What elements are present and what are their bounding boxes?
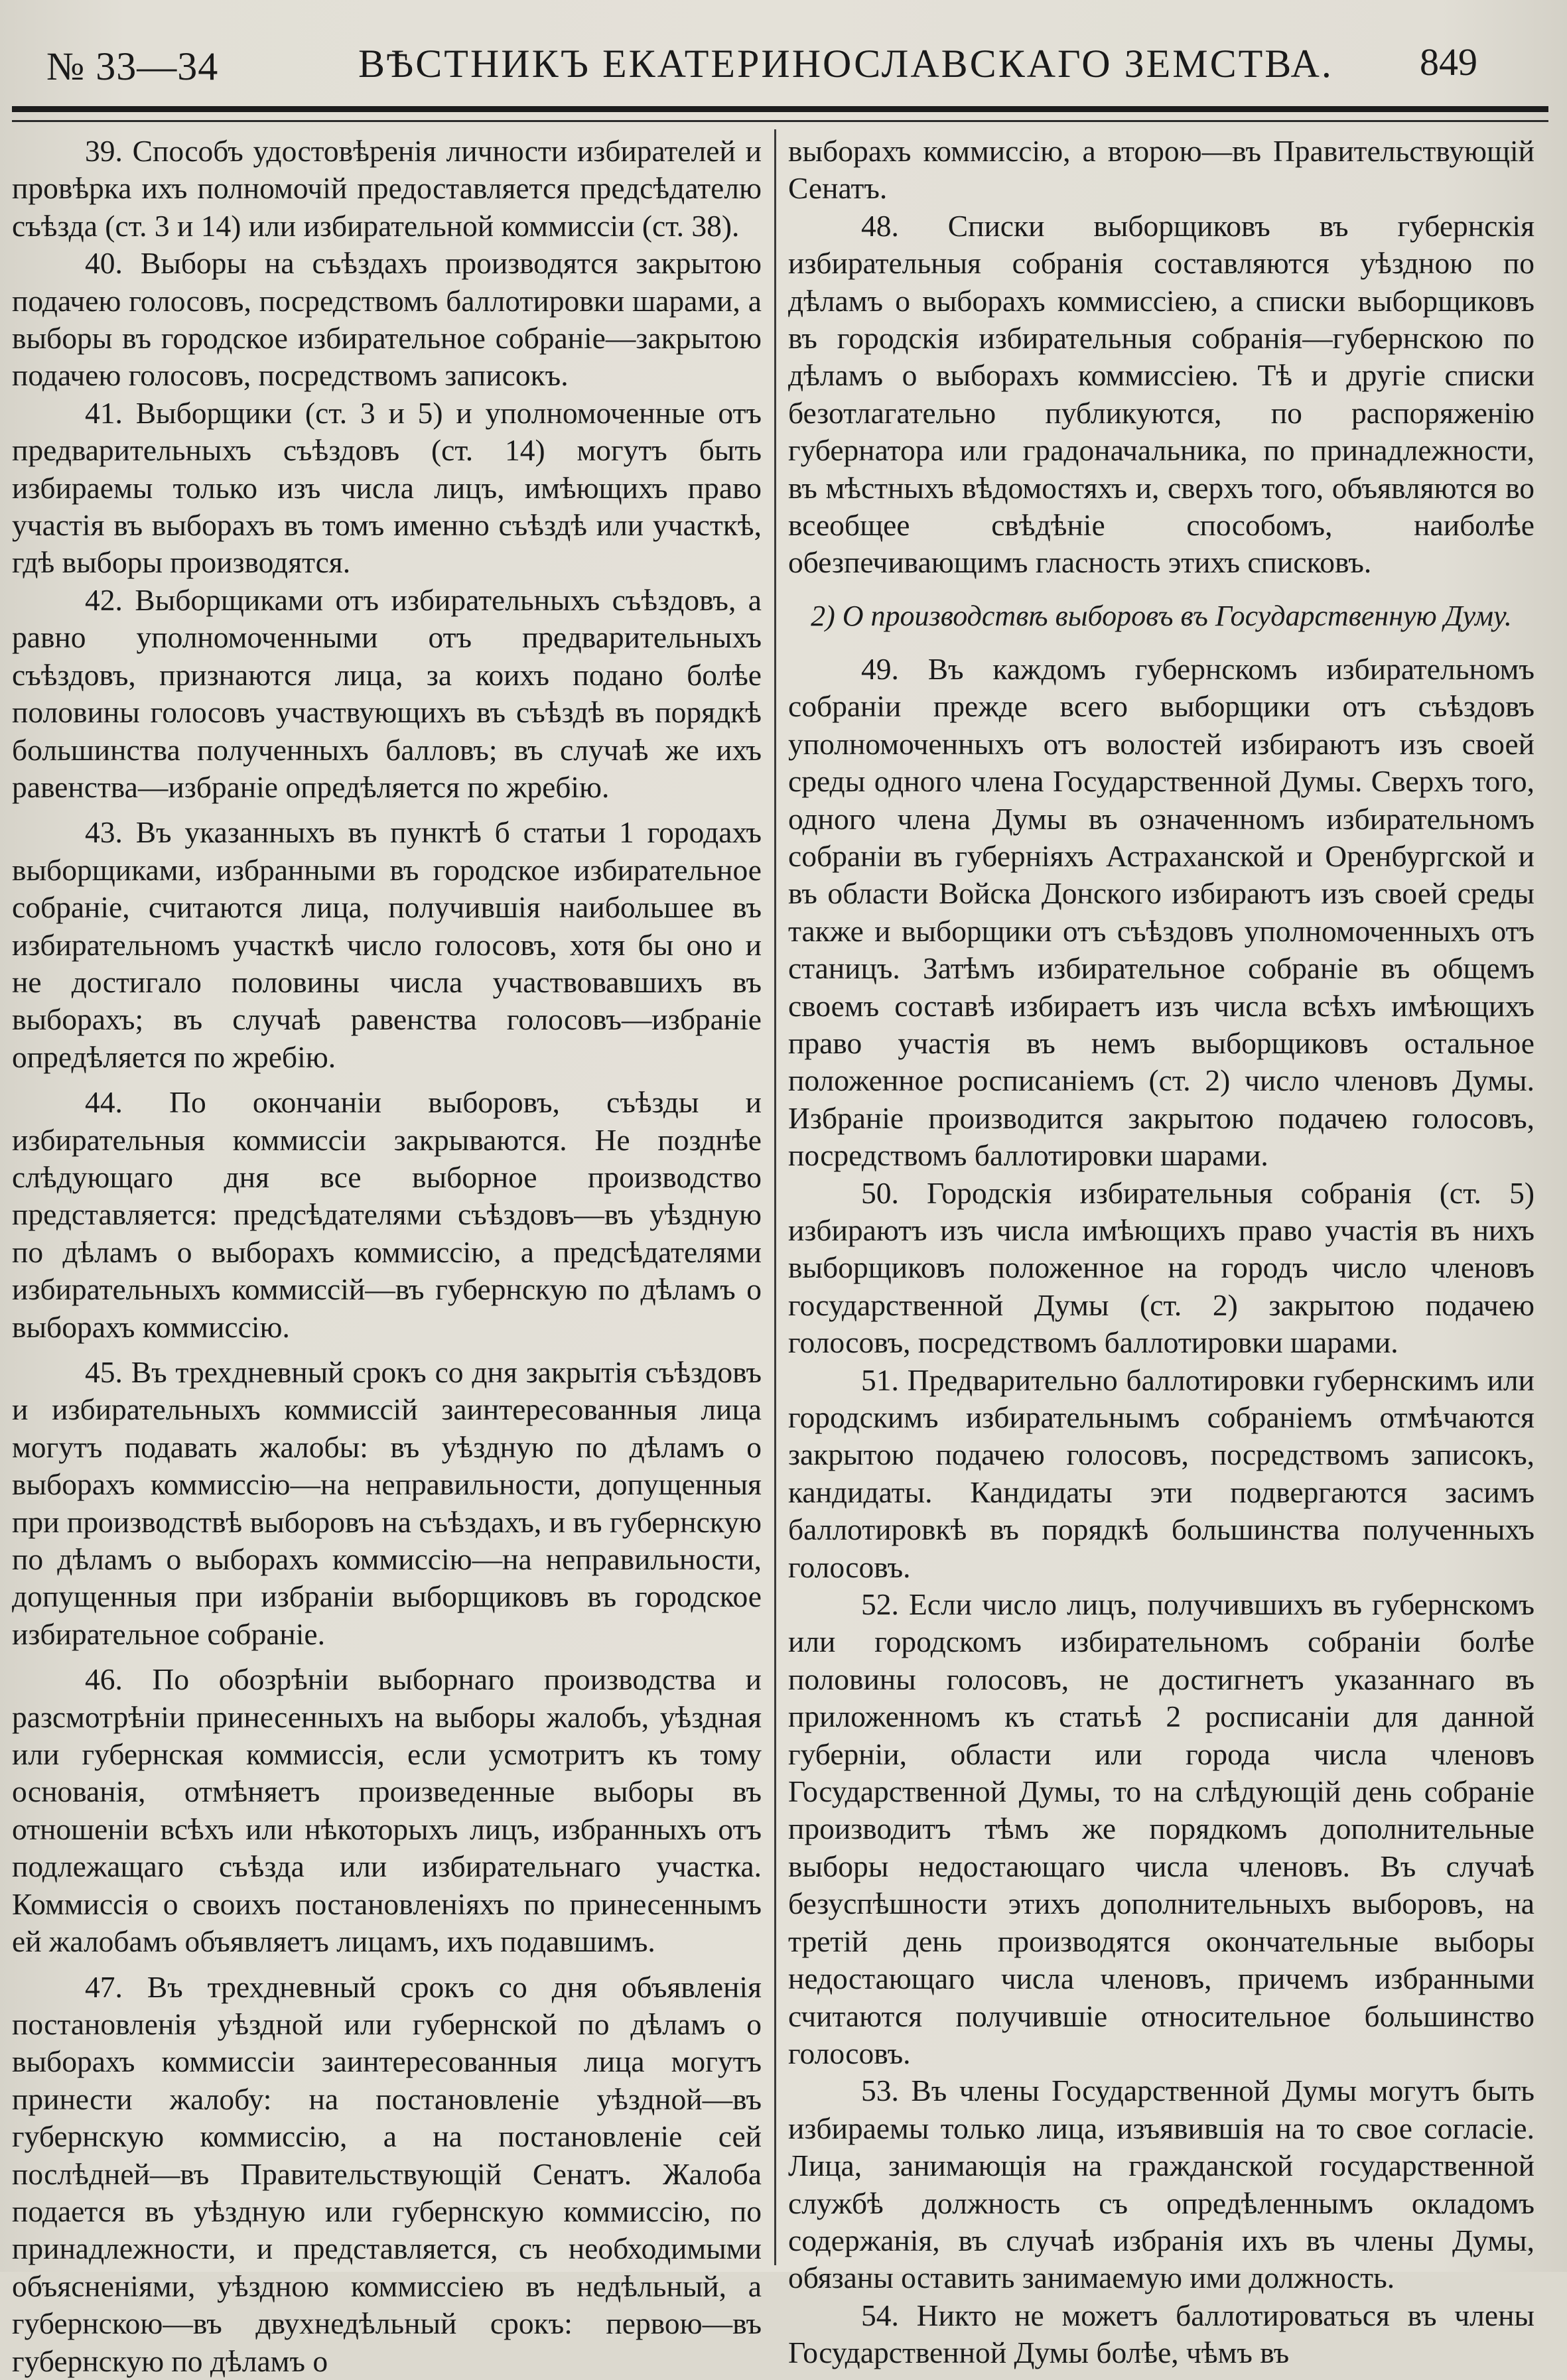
header-rule-thick	[12, 106, 1548, 112]
page-header	[46, 34, 1527, 88]
article-52: 52. Если число лицъ, получившихъ въ губернскомъ или городскомъ избирательномъ собраніи болѣе половины голосовъ, не достигнетъ указаннаго въ приложенномъ къ статьѣ 2 росписаніи для данной губерніи, области или города числа членовъ Государственной Думы, то на слѣдующій день собраніе производитъ тѣмъ же порядкомъ дополнительные выборы недостающаго числа членовъ. Въ случаѣ безуспѣшности этихъ дополнительныхъ выборовъ, на третій день производятся окончательные выборы недостающаго числа членовъ, причемъ избранными считаются получившіе относительное большинство голосовъ.	[788, 1587, 1534, 2070]
article-49: 49. Въ каждомъ губернскомъ избирательномъ собраніи прежде всего выборщики отъ съѣздовъ уполномоченныхъ отъ волостей избираютъ изъ своей среды одного члена Государственной Думы. Сверхъ того, одного члена Думы въ означенномъ избирательномъ собраніи въ губерніяхъ Астраханской и Оренбургской и въ области Войска Донского избираютъ изъ своей среды также и выборщики отъ съѣздовъ уполномоченныхъ отъ станицъ. Затѣмъ избирательное собраніе въ общемъ своемъ составѣ избираетъ изъ числа всѣхъ имѣющихъ право участія въ немъ выборщиковъ остальное положенное росписаніемъ (ст. 2) число членовъ Думы. Избраніе производится закрытою подачею голосовъ, посредствомъ баллотировки шарами.	[788, 651, 1534, 1173]
article-47-continuation: выборахъ коммиссію, а второю—въ Правительствующій Сенатъ.	[788, 134, 1534, 206]
article-41: 41. Выборщики (ст. 3 и 5) и уполномоченные отъ предварительныхъ съѣздовъ (ст. 14) могутъ быть избираемы только изъ числа лицъ, имѣющихъ право участія въ выборахъ въ томъ именно съѣздѣ или участкѣ, гдѣ выборы производятся.	[12, 395, 762, 580]
article-43: 43. Въ указанныхъ въ пунктѣ б статьи 1 городахъ выборщиками, избранными въ городское избирательное собраніе, считаются лица, получившія наибольшее въ избирательномъ участкѣ число голосовъ, хотя бы оно и не достигало половины числа участвовавшихъ въ выборахъ; въ случаѣ равенства голосовъ—избраніе опредѣляется по жребію.	[12, 815, 762, 1074]
article-48: 48. Списки выборщиковъ въ губернскія избирательныя собранія составляются уѣздною по дѣламъ о выборахъ коммиссіею, а списки выборщиковъ въ городскія избирательныя собранія—губернскою по дѣламъ о выборахъ коммиссіею. Тѣ и другіе списки безотлагательно публикуются, по распоряженію губернатора или градоначальника, по принадлежности, въ мѣстныхъ вѣдомостяхъ и, сверхъ того, объявляются во всеобщее свѣдѣніе способомъ, наиболѣе обезпечивающимъ гласность этихъ списковъ.	[788, 208, 1534, 580]
header-rule-thin	[12, 120, 1548, 122]
article-45: 45. Въ трехдневный срокъ со дня закрытія съѣздовъ и избирательныхъ коммиссій заинтересованныя лица могутъ подавать жалобы: въ уѣздную по дѣламъ о выборахъ коммиссію—на неправильности, допущенныя при производствѣ выборовъ на съѣздахъ, и въ губернскую по дѣламъ о выборахъ коммиссію—на неправильности, допущенныя при избраніи выборщиковъ въ городское избирательное собраніе.	[12, 1355, 762, 1651]
article-53: 53. Въ члены Государственной Думы могутъ быть избираемы только лица, изъявившія на то свое согласіе. Лица, занимающія на гражданской государственной службѣ должность съ опредѣленнымъ окладомъ содержанія, въ случаѣ избранія ихъ въ члены Думы, обязаны оставить занимаемую ими должность.	[788, 2074, 1534, 2295]
article-54: 54. Никто не можетъ баллотироваться въ члены Государственной Думы болѣе, чѣмъ въ	[788, 2298, 1534, 2370]
issue-number: № 33—34	[46, 44, 219, 88]
article-44: 44. По окончаніи выборовъ, съѣзды и избирательныя коммиссіи закрываются. Не позднѣе слѣдующаго дня все выборное производство представляется: предсѣдателями съѣздовъ—въ уѣздную по дѣламъ о выборахъ коммиссію, а предсѣдателями избирательныхъ коммиссій—въ губернскую по дѣламъ о выборахъ коммиссію.	[12, 1085, 762, 1344]
page-number: 849	[1420, 40, 1477, 84]
left-column	[12, 133, 762, 2380]
article-46: 46. По обозрѣніи выборнаго производства и разсмотрѣніи принесенныхъ на выборы жалобъ, уѣздная или губернская коммиссія, если усмотритъ къ тому основанія, отмѣняетъ произведенные выборы въ отношеніи всѣхъ или нѣкоторыхъ лицъ, избранныхъ отъ подлежащаго съѣзда или избирательнаго участка. Коммиссія о своихъ постановленіяхъ по принесеннымъ ей жалобамъ объявляетъ лицамъ, ихъ подавшимъ.	[12, 1662, 762, 1959]
article-39: 39. Способъ удостовѣренія личности избирателей и провѣрка ихъ полномочій предоставляется предсѣдателю съѣзда (ст. 3 и 14) или избирательной коммиссіи (ст. 38).	[12, 134, 762, 243]
article-51: 51. Предварительно баллотировки губернскимъ или городскимъ избирательнымъ собраніемъ отмѣчаются закрытою подачею голосовъ, посредствомъ записокъ, кандидаты. Кандидаты эти подвергаются засимъ баллотировкѣ въ порядкѣ большинства полученныхъ голосовъ.	[788, 1362, 1534, 1584]
journal-title: ВѢСТНИКЪ ЕКАТЕРИНОСЛАВСКАГО ЗЕМСТВА.	[358, 42, 1333, 86]
section-heading: 2) О производствѣ выборовъ въ Государственную Думу.	[811, 599, 1512, 632]
article-40: 40. Выборы на съѣздахъ производятся закрытою подачею голосовъ, посредствомъ баллотировки шарами, а выборы въ городское избирательное собраніе—закрытою подачею голосовъ, посредствомъ записокъ.	[12, 246, 762, 393]
right-column	[788, 133, 1534, 2372]
column-divider	[774, 129, 776, 2265]
article-50: 50. Городскія избирательныя собранія (ст. 5) избираютъ изъ числа имѣющихъ право участія въ нихъ выборщиковъ положенное на городъ число членовъ государственной Думы (ст. 2) закрытою подачею голосовъ, посредствомъ баллотировки шарами.	[788, 1175, 1534, 1360]
article-42: 42. Выборщиками отъ избирательныхъ съѣздовъ, а равно уполномоченными отъ предварительныхъ съѣздовъ, признаются лица, за коихъ подано болѣе половины голосовъ участвующихъ въ съѣздѣ въ порядкѣ большинства полученныхъ балловъ; въ случаѣ же ихъ равенства—избраніе опредѣляется по жребію.	[12, 582, 762, 804]
article-47: 47. Въ трехдневный срокъ со дня объявленія постановленія уѣздной или губернской по дѣламъ о выборахъ коммиссіи заинтересованныя лица могутъ принести жалобу: на постановленіе уѣздной—въ губернскую коммиссію, а на постановленіе сей послѣдней—въ Правительствующій Сенатъ. Жалоба подается въ уѣздную или губернскую коммиссію, по принадлежности, и представляется, съ необходимыми объясненіями, уѣздною коммиссіею въ недѣльный, а губернскою—въ двухнедѣльный срокъ: первою—въ губернскую по дѣламъ о	[12, 1969, 762, 2378]
